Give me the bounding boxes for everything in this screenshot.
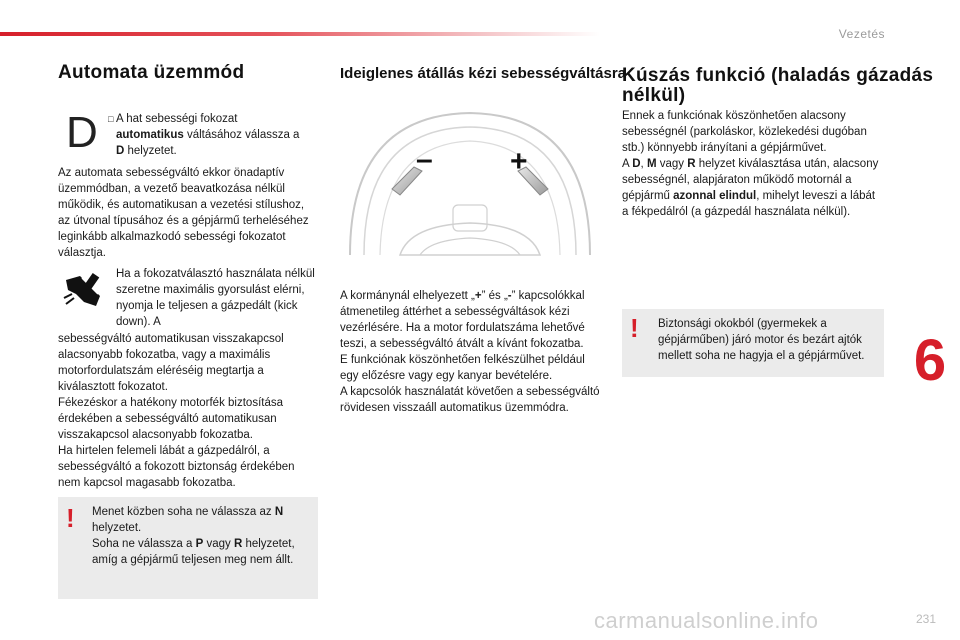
adaptive-mode-paragraph: Az automata sebességváltó ekkor önadaptív üzemmódban, a vezető beavatkozása nélkül működik, és automatikusan a vezetési stílushoz, az útvonal típusához és a gépjármű terheléséhez leginkább alkalmazkodó sebességi fokozatot választja. bbox=[58, 167, 309, 259]
checkbox-bullet-icon: □ bbox=[108, 114, 114, 124]
kickdown-paragraph: Ha a fokozatválasztó használata nélkül szeretne maximális gyorsulást elérni, nyomja le teljesen a gázpedált (kick down). A bbox=[116, 268, 315, 328]
paddle-minus-label: – bbox=[416, 143, 433, 176]
section-title: Vezetés bbox=[838, 27, 885, 41]
paddle-plus-label: + bbox=[510, 145, 528, 178]
creep-function-paragraph: Ennek a funkciónak köszönhetően alacsony sebességnél (parkoláskor, közlekedési dugóban stb.) könnyebb irányítani a gépjárművet. A D, M vagy R helyzet kiválasztása után, alacsony sebességnél, alapjáraton működő motornál a gépjármű azonnal elindul, mihelyt leveszi a lábát a fékpedálról (a gázpedál használata nélkül). bbox=[622, 110, 879, 218]
gear-d-symbol: D bbox=[66, 108, 98, 157]
kickdown-foot-icon bbox=[62, 272, 104, 310]
warning-text: Biztonsági okokból (gyermekek a gépjárműben) járó motor és bezárt ajtók mellett soha ne hagyja el a gépjárművet. bbox=[658, 318, 865, 362]
kickdown-continued-paragraph: sebességváltó automatikusan visszakapcsol alacsonyabb fokozatba, vagy a maximális motorfordulatszám eléréséig megtartja a kiválasztott fokozatot. Fékezéskor a hatékony motorfék biztosítása érdekében a sebességváltó automatikusan visszakapcsol alacsonyabb fokozatba. Ha hirtelen felemeli lábát a gázpedálról, a sebességváltó a fokozott biztonság érdekében nem kapcsol magasabb fokozatba. bbox=[58, 333, 295, 489]
select-d-instruction: □ A hat sebességi fokozat automatikus váltásához válassza a D helyzetet. bbox=[108, 113, 300, 157]
creep-function-title: Kúszás funkció (haladás gázadás nélkül) bbox=[622, 65, 934, 106]
page-number: 231 bbox=[916, 612, 937, 626]
warning-box-children bbox=[622, 309, 884, 377]
watermark: carmanualsonline.info bbox=[594, 608, 819, 633]
steering-wheel-paddles-illustration bbox=[340, 105, 600, 277]
chapter-number: 6 bbox=[913, 328, 947, 393]
header-accent-bar bbox=[0, 32, 600, 36]
warning-icon: ! bbox=[66, 503, 75, 533]
warning-box-neutral bbox=[58, 497, 318, 599]
warning-text: Menet közben soha ne válassza az N helyzetet. Soha ne válassza a P vagy R helyzetet, amíg a gépjármű teljesen meg nem állt. bbox=[92, 506, 295, 566]
automatic-mode-title: Automata üzemmód bbox=[58, 62, 245, 83]
manual-override-title: Ideiglenes átállás kézi sebességváltásra bbox=[340, 65, 627, 82]
warning-icon: ! bbox=[630, 313, 639, 343]
paddle-shift-paragraph: A kormánynál elhelyezett „+” és „-” kapcsolókkal átmenetileg áttérhet a sebességváltások kézi vezérlésére. Ha a motor fordulatszáma lehetővé teszi, a sebességváltó átvált a kívánt fokozatba. E funkciónak köszönhetően felkészülhet például egy előzésre vagy egy kanyar bevételére. A kapcsolók használatát követően a sebességváltó rövidesen visszaáll automatikus üzemmódra. bbox=[340, 290, 600, 414]
